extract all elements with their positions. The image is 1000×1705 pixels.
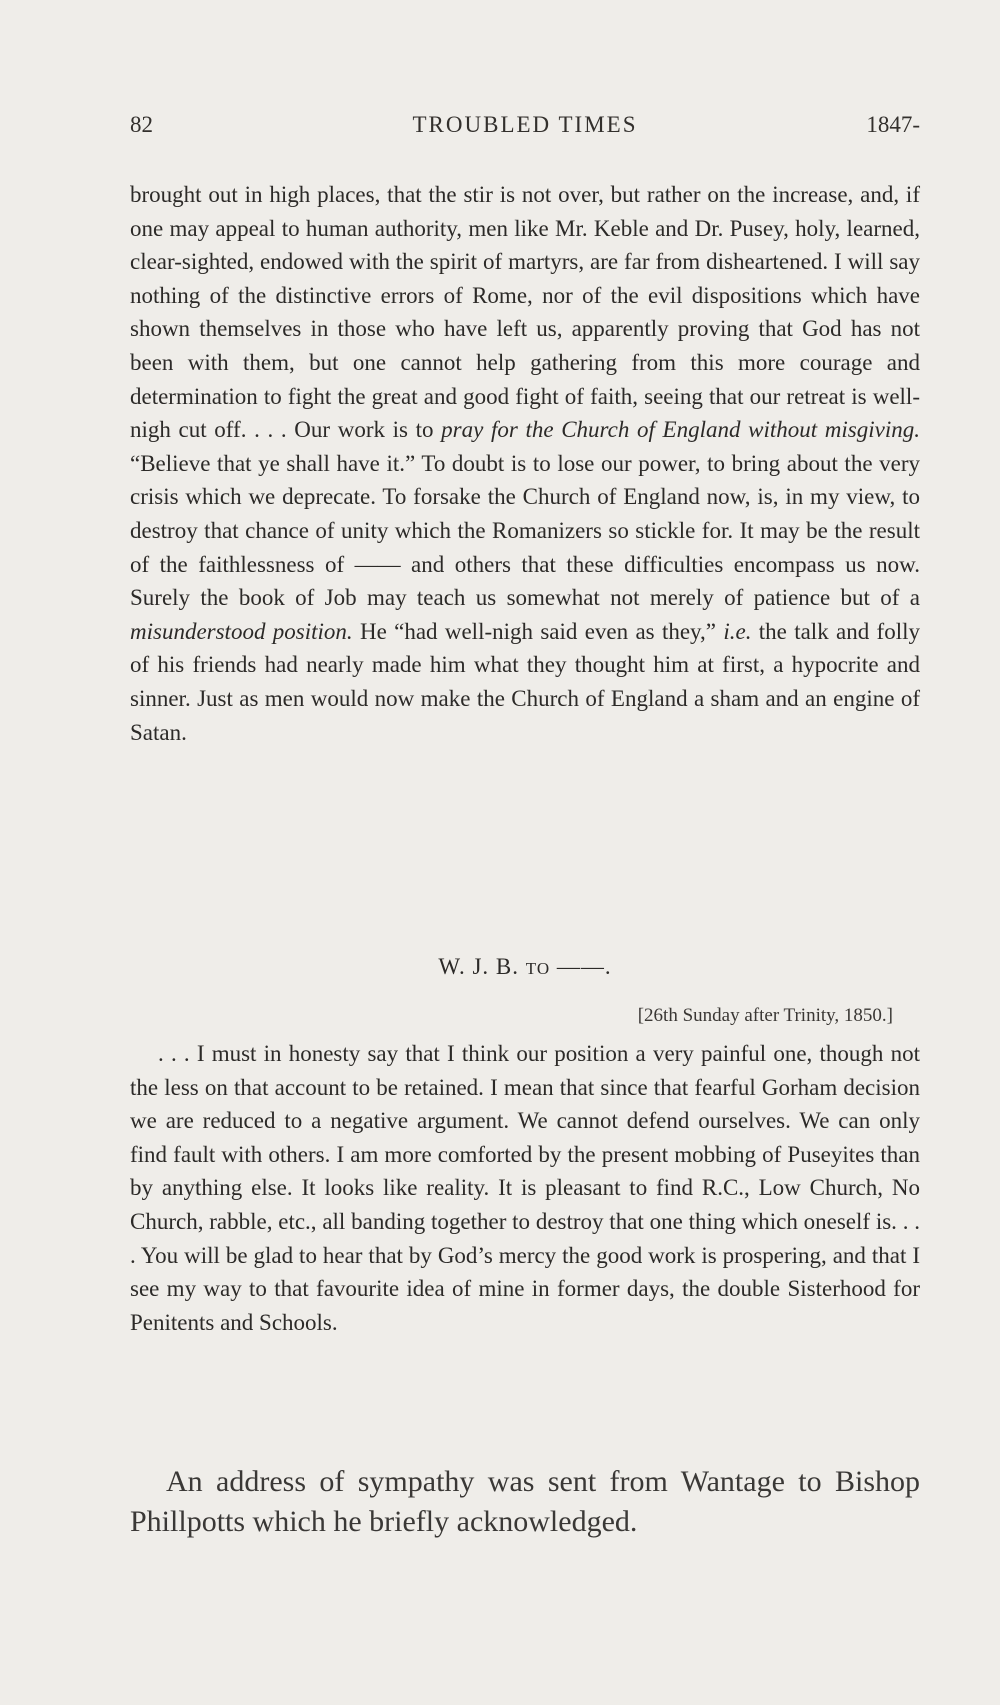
text-segment: He “had well-nigh said even as they,”: [352, 618, 724, 644]
letter-text: . . . I must in honesty say that I think our position a very painful one, though not the less on that account to be retained. I mean that since that fearful Gorham decision we are reduced to a negative argument. We cannot defend ourselves. We can only find fault with others. I am more comforted by the present mobbing of Puseyites than by anything else. It looks like reality. It is pleasant to find R.C., Low Church, No Church, rabble, etc., all banding together to destroy that one thing which oneself is. . . . You will be glad to hear that by God’s mercy the good work is prospering, and that I see my way to that favourite idea of mine in former days, the double Sisterhood for Penitents and Schools.: [130, 1041, 920, 1335]
italic-abbreviation: i.e.: [723, 618, 752, 644]
paragraph-text: [130, 178, 920, 749]
letter-heading: [130, 954, 920, 980]
page-number: 82: [130, 112, 153, 137]
text-segment: brought out in high places, that the stir is not over, but rather on the increase, and, if one may appeal to human authority, men like Mr. Keble and Dr. Pusey, holy, learned, clear-sighted, endowed with the spirit of martyrs, are far from disheartened. I will say nothing of the distinctive errors of Rome, nor of the evil dispositions which have shown themselves in those who have left us, apparently proving that God has not been with them, but one cannot help gathering from this more courage and determination to fight the great and good fight of faith, seeing that our retreat is well-nigh cut off. . . . Our work is to: [130, 182, 920, 443]
text-segment: the talk and folly of his friends had nearly made him what they thought him at first, a hypocrite and sinner. Just as men would now make the Church of England a sham and an engine of Satan.: [130, 618, 920, 745]
italic-phrase: misunderstood position.: [130, 618, 353, 644]
running-head: [130, 112, 920, 146]
letter-recipient: ——.: [556, 954, 612, 979]
letter-body: [130, 1037, 920, 1339]
body-paragraph: [130, 178, 920, 749]
letter-sender: W. J. B.: [438, 954, 520, 979]
letter-date: [26th Sunday after Trinity, 1850.]: [637, 1005, 893, 1026]
running-title: TROUBLED TIMES: [412, 112, 638, 137]
italic-phrase: pray for the Church of England without misgiving.: [441, 417, 920, 443]
letter-to-word: TO: [525, 959, 551, 978]
text-segment: “Believe that ye shall have it.” To doubt is to lose our power, to bring about the very crisis which we deprecate. To forsake the Church of England now, is, in my view, to destroy that chance of unity which the Romanizers so stickle for. It may be the result of the faithlessness of —— and others that these difficulties encompass us now. Surely the book of Job may teach us somewhat not merely of patience but of a: [130, 450, 920, 611]
running-year: 1847-: [866, 112, 920, 137]
closing-paragraph: An address of sympathy was sent from Wantage to Bishop Phillpotts which he briefly acknowledged.: [130, 1465, 920, 1538]
